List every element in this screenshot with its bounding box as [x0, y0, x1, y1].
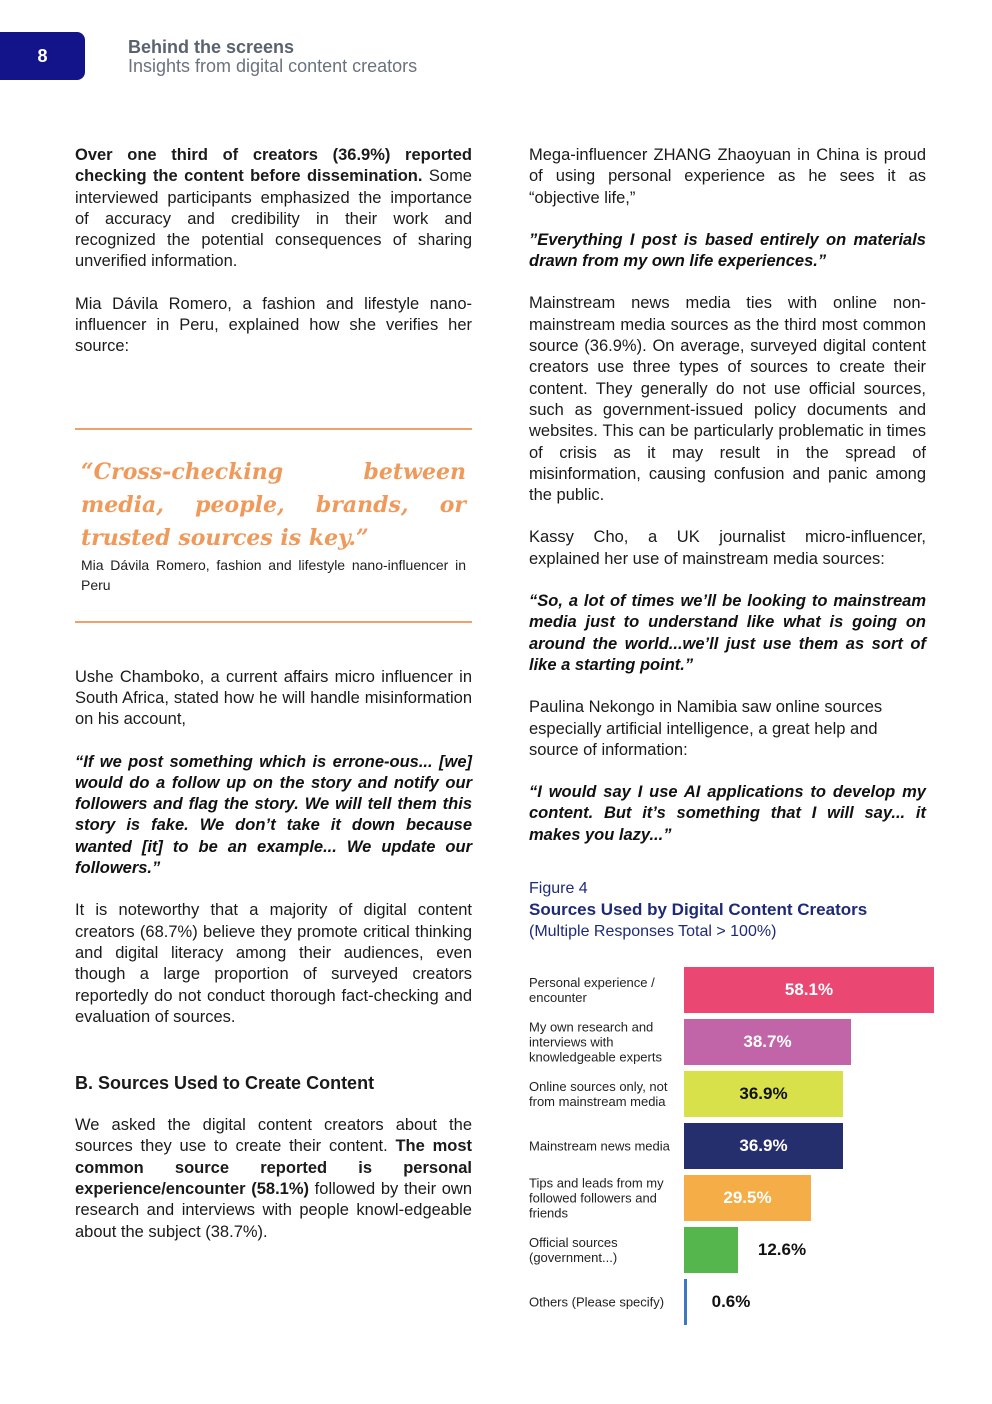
chart-value-label: 36.9%: [739, 1136, 788, 1155]
chart-category-label: Online sources only, not from mainstream media: [529, 1079, 668, 1109]
section-heading: B. Sources Used to Create Content: [75, 1073, 375, 1094]
quote: “I would say I use AI applications to develop my content. But it’s something that I will say... it makes you lazy...”: [529, 783, 926, 844]
chart-bar: [684, 1279, 687, 1325]
paragraph: It is noteworthy that a majority of digital content creators (68.7%) believe they promote critical thinking and digital literacy among their audiences, even though a large proportion of surveyed creators reportedly do not conduct thorough fact-checking and evaluation of sources.: [75, 901, 472, 1026]
chart-row: [529, 1175, 949, 1221]
chart-category-label: Others (Please specify): [529, 1294, 665, 1310]
figure-caption: [529, 879, 949, 942]
paragraph: Mia Dávila Romero, a fashion and lifestyle nano-influencer in Peru, explained how she verifies her source:: [75, 294, 472, 356]
chart-value-label: 12.6%: [757, 1240, 807, 1259]
paragraph: Ushe Chamboko, a current affairs micro influencer in South Africa, stated how he will handle misinformation on his account,: [75, 667, 472, 729]
chart-value-label: 58.1%: [784, 980, 834, 999]
paragraph-text: Some interviewed participants emphasized the importance of accuracy and credibility in their work and recognized the potential consequences of sharing unverified information.: [75, 167, 472, 271]
figure-subtitle: (Multiple Responses Total > 100%): [529, 923, 777, 940]
chart-value-label: 29.5%: [723, 1188, 772, 1207]
paragraph: Mainstream news media ties with online non-mainstream media sources as the third most common source (36.9%). On average, surveyed digital content creators use three types of sources to create their content. They generally do not use official sources, such as government-issued policy documents and websites. This can be particularly problematic in times of crisis as it may result in the spread of misinformation, causing confusion and panic among the public.: [529, 294, 926, 505]
chart-bar: [684, 1227, 738, 1273]
paragraph: [75, 145, 472, 273]
chart-value-label: 0.6%: [711, 1292, 751, 1311]
sources-bar-chart: [529, 965, 949, 1327]
chart-value-label: 38.7%: [743, 1032, 792, 1051]
pull-quote-box: [75, 428, 472, 623]
chart-row: [529, 1279, 949, 1325]
chart-row: [529, 1227, 949, 1273]
left-column: [75, 145, 472, 1243]
chart-row: [529, 967, 949, 1013]
emphasis: The most common source reported is personal experience/encounter (58.1%): [75, 1137, 472, 1199]
figure-number: Figure 4: [529, 880, 588, 897]
chart-category-label: My own research and interviews with knowledgeable experts: [529, 1019, 662, 1065]
emphasis: Over one third of creators (36.9%) reported checking the content before dissemination.: [75, 146, 472, 186]
header-subtitle: Insights from digital content creators: [128, 56, 418, 76]
paragraph: [75, 1115, 472, 1243]
chart-category-label: Official sources (government...): [529, 1235, 618, 1265]
right-column: [529, 145, 926, 846]
chart-category-label: Tips and leads from my followed followers and friends: [529, 1175, 664, 1221]
quote: “So, a lot of times we’ll be looking to mainstream media just to understand like what is going on around the world...we’ll just use them as sort of like a starting point.”: [529, 592, 926, 674]
quote: ”Everything I post is based entirely on materials drawn from my own life experiences.”: [529, 230, 926, 271]
pull-quote-attribution: Mia Dávila Romero, fashion and lifestyle nano-influencer in Peru: [81, 556, 466, 593]
page-number: 8: [0, 32, 85, 80]
chart-row: [529, 1019, 949, 1065]
chart-row: [529, 1071, 949, 1117]
paragraph: Mega-influencer ZHANG Zhaoyuan in China is proud of using personal experience as he sees it as “objective life,”: [529, 146, 926, 207]
paragraph-text: followed by their own research and interviews with people knowl-edgeable about the subject (38.7%).: [75, 1180, 472, 1241]
paragraph-text: We asked the digital content creators about the sources they use to create their content.: [75, 1116, 472, 1156]
chart-row: [529, 1123, 949, 1169]
quote: “If we post something which is errone-ous... [we] would do a follow up on the story and notify our followers and flag the story. We will tell them this story is fake. We don’t take it down because wanted [it] to be an example... We update our followers.”: [75, 752, 472, 878]
paragraph: Paulina Nekongo in Namibia saw online sources especially artificial intelligence, a great help and source of information:: [529, 698, 883, 759]
chart-category-label: Personal experience / encounter: [529, 975, 655, 1005]
chart-category-label: Mainstream news media: [529, 1138, 670, 1154]
pull-quote: “Cross-checking between media, people, brands, or trusted sources is key.”: [81, 458, 466, 551]
figure-title: Sources Used by Digital Content Creators: [529, 900, 868, 919]
paragraph: Kassy Cho, a UK journalist micro-influencer, explained her use of mainstream media sources:: [529, 528, 926, 568]
chart-value-label: 36.9%: [739, 1084, 788, 1103]
header-title: Behind the screens: [128, 37, 295, 57]
